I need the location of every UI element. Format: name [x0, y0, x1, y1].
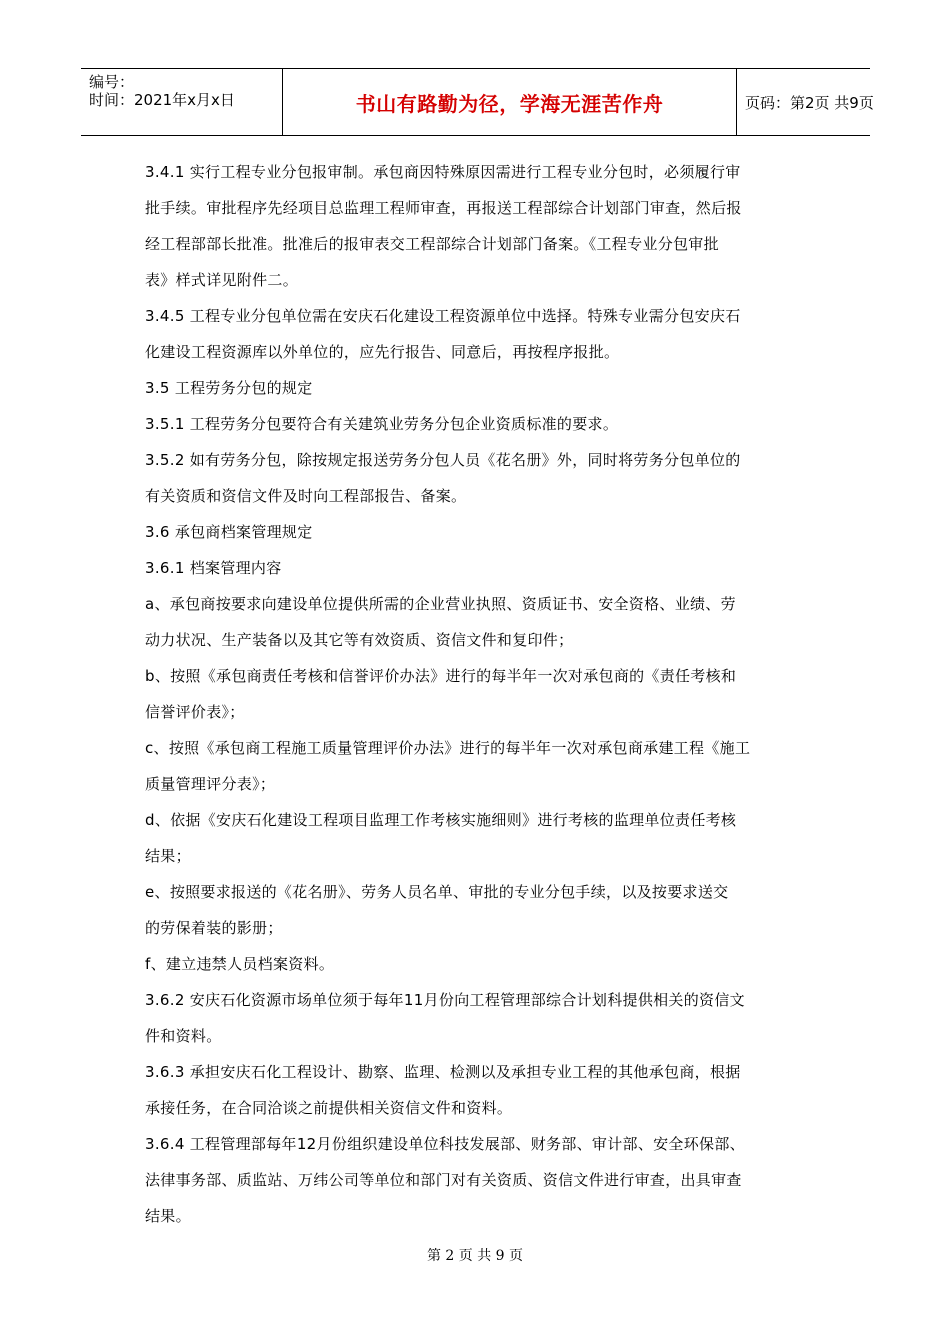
- body-text-line: 承接任务，在合同洽谈之前提供相关资信文件和资料。: [145, 1099, 513, 1117]
- body-text-line: 3.5.1 工程劳务分包要符合有关建筑业劳务分包企业资质标准的要求。: [145, 415, 619, 433]
- body-text-line: 信誉评价表》；: [145, 703, 245, 721]
- body-text-line: d、依据《安庆石化建设工程项目监理工作考核实施细则》进行考核的监理单位责任考核: [145, 811, 737, 829]
- body-text-line: 3.6.3 承担安庆石化工程设计、勘察、监理、检测以及承担专业工程的其他承包商，根据: [145, 1063, 741, 1081]
- document-number-label: 编号：: [89, 73, 135, 91]
- body-text-line: 3.6.4 工程管理部每年12月份组织建设单位科技发展部、财务部、审计部、安全环保部、: [145, 1135, 745, 1153]
- body-text-line: 件和资料。: [145, 1027, 222, 1045]
- body-text-line: c、按照《承包商工程施工质量管理评价办法》进行的每半年一次对承包商承建工程《施工: [145, 739, 751, 757]
- body-text-line: 结果；: [145, 847, 191, 865]
- body-text-line: 的劳保着装的影册；: [145, 919, 283, 937]
- body-text-line: 3.4.1 实行工程专业分包报审制。承包商因特殊原因需进行工程专业分包时，必须履行审: [145, 163, 741, 181]
- header-page-code: 页码：第2页 共9页: [745, 93, 874, 112]
- document-body: [145, 154, 810, 1234]
- body-text-line: e、按照要求报送的《花名册》、劳务人员名单、审批的专业分包手续，以及按要求送交: [145, 883, 729, 901]
- body-text-line: 有关资质和资信文件及时向工程部报告、备案。: [145, 487, 467, 505]
- body-text-line: 3.6.1 档案管理内容: [145, 559, 282, 577]
- body-text-line: 化建设工程资源库以外单位的，应先行报告、同意后，再按程序报批。: [145, 343, 620, 361]
- body-text-line: 批手续。审批程序先经项目总监理工程师审查，再报送工程部综合计划部门审查，然后报: [145, 199, 742, 217]
- body-text-line: 3.5.2 如有劳务分包，除按规定报送劳务分包人员《花名册》外，同时将劳务分包单位的: [145, 451, 741, 469]
- header-meta-cell: [81, 69, 282, 135]
- body-text-line: 动力状况、生产装备以及其它等有效资质、资信文件和复印件；: [145, 631, 574, 649]
- body-text-line: 经工程部部长批准。批准后的报审表交工程部综合计划部门备案。《工程专业分包审批: [145, 235, 719, 253]
- body-text-line: 结果。: [145, 1207, 191, 1225]
- body-text-line: b、按照《承包商责任考核和信誉评价办法》进行的每半年一次对承包商的《责任考核和: [145, 667, 737, 685]
- body-text-line: 3.5 工程劳务分包的规定: [145, 379, 313, 397]
- body-text-line: 质量管理评分表》；: [145, 775, 276, 793]
- body-text-line: 3.6 承包商档案管理规定: [145, 523, 313, 541]
- header-motto-cell: [282, 69, 737, 135]
- body-text-line: 3.6.2 安庆石化资源市场单位须于每年11月份向工程管理部综合计划科提供相关的资信文: [145, 991, 745, 1009]
- header-motto: 书山有路勤为径，学海无涯苦作舟: [355, 91, 664, 116]
- body-text-line: a、承包商按要求向建设单位提供所需的企业营业执照、资质证书、安全资格、业绩、劳: [145, 595, 736, 613]
- body-text-line: 3.4.5 工程专业分包单位需在安庆石化建设工程资源单位中选择。特殊专业需分包安庆石: [145, 307, 741, 325]
- document-header: [81, 68, 874, 136]
- page-footer: 第 2 页 共 9 页: [426, 1248, 524, 1264]
- body-text-line: 法律事务部、质监站、万纬公司等单位和部门对有关资质、资信文件进行审查，出具审查: [145, 1171, 742, 1189]
- body-text-line: f、建立违禁人员档案资料。: [145, 955, 335, 973]
- document-date: 时间：2021年x月x日: [89, 91, 235, 109]
- body-text-line: 表》样式详见附件二。: [145, 271, 299, 289]
- header-page-cell: [737, 69, 874, 135]
